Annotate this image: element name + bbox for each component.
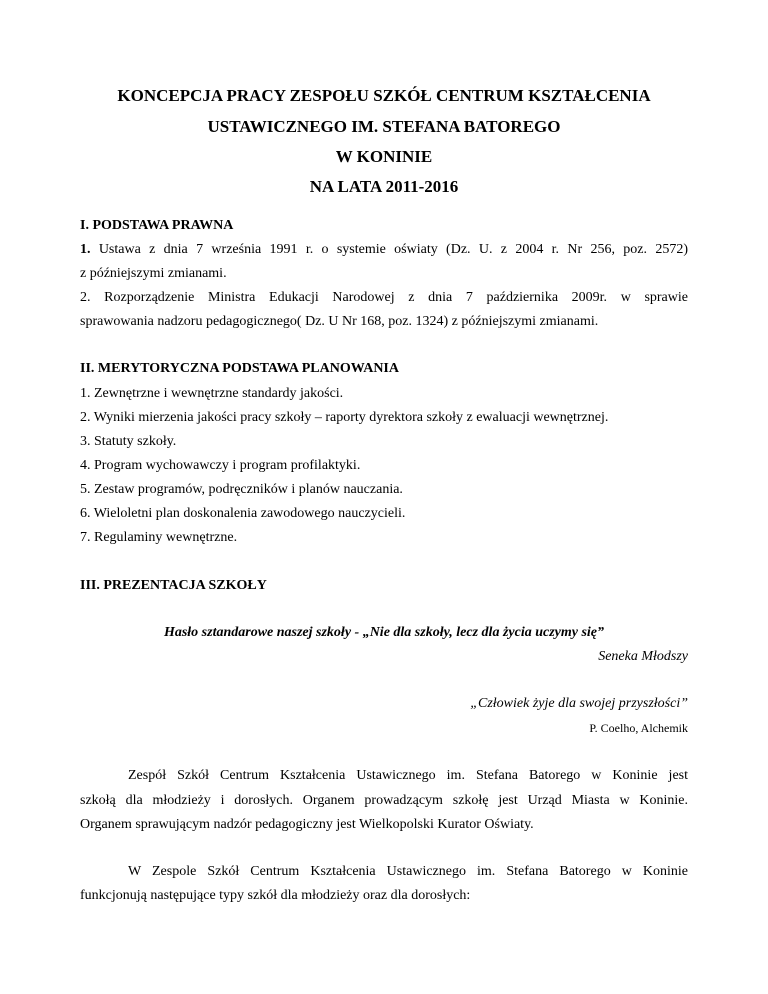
- document-title-line-3: W KONINIE: [335, 147, 433, 166]
- item-text: Ustawa z dnia 7 września 1991 r. o systemie oświaty (Dz. U. z 2004 r. Nr 256, poz. 2572): [90, 242, 688, 257]
- paragraph-1-line-1: [80, 768, 688, 784]
- section-1-item-2-line-1: 2. Rozporządzenie Ministra Edukacji Narodowej z dnia 7 października 2009r. w sprawie: [80, 290, 688, 305]
- paragraph-1-line-2: szkołą dla młodzieży i dorosłych. Organem prowadzącym szkołę jest Urząd Miasta w Koninie.: [80, 793, 688, 808]
- paragraph-1-line-1-text: Zespół Szkół Centrum Kształcenia Ustawicznego im. Stefana Batorego w Koninie jest: [128, 768, 688, 783]
- quote: „Człowiek żyje dla swojej przyszłości”: [470, 696, 688, 711]
- section-2-item-3: 3. Statuty szkoły.: [80, 434, 177, 449]
- section-1-heading: I. PODSTAWA PRAWNA: [80, 218, 234, 233]
- paragraph-2-line-1: [80, 864, 688, 880]
- section-2-heading: II. MERYTORYCZNA PODSTAWA PLANOWANIA: [80, 361, 399, 376]
- section-2-item-7: 7. Regulaminy wewnętrzne.: [80, 530, 238, 545]
- section-1-item-1-line-1: [80, 242, 688, 258]
- item-number: 1.: [80, 242, 91, 257]
- section-2-item-6: 6. Wieloletni plan doskonalenia zawodowego nauczycieli.: [80, 506, 406, 521]
- document-title-line-2: USTAWICZNEGO IM. STEFANA BATOREGO: [207, 117, 561, 136]
- section-2-item-4: 4. Program wychowawczy i program profilaktyki.: [80, 458, 361, 473]
- section-1-item-2-line-2: sprawowania nadzoru pedagogicznego( Dz. U Nr 168, poz. 1324) z późniejszymi zmianami.: [80, 314, 599, 329]
- paragraph-2-line-1-text: W Zespole Szkół Centrum Kształcenia Ustawicznego im. Stefana Batorego w Koninie: [128, 864, 688, 879]
- document-title-line-4: NA LATA 2011-2016: [309, 177, 459, 196]
- section-2-item-5: 5. Zestaw programów, podręczników i planów nauczania.: [80, 482, 403, 497]
- section-2-item-1: 1. Zewnętrzne i wewnętrzne standardy jakości.: [80, 386, 344, 401]
- section-2-item-2: 2. Wyniki mierzenia jakości pracy szkoły – raporty dyrektora szkoły z ewaluacji wewnętrznej.: [80, 410, 609, 425]
- document-title-line-1: KONCEPCJA PRACY ZESPOŁU SZKÓŁ CENTRUM KSZTAŁCENIA: [117, 86, 651, 105]
- paragraph-2-line-2: funkcjonują następujące typy szkół dla młodzieży oraz dla dorosłych:: [80, 888, 471, 903]
- motto-author: Seneka Młodszy: [598, 649, 688, 664]
- section-3-heading: III. PREZENTACJA SZKOŁY: [80, 578, 267, 593]
- section-1-item-1-line-2: z późniejszymi zmianami.: [80, 266, 227, 281]
- quote-author: P. Coelho, Alchemik: [589, 721, 688, 735]
- paragraph-1-line-3: Organem sprawującym nadzór pedagogiczny jest Wielkopolski Kurator Oświaty.: [80, 817, 534, 832]
- school-motto: Hasło sztandarowe naszej szkoły - „Nie dla szkoły, lecz dla życia uczymy się”: [163, 625, 605, 640]
